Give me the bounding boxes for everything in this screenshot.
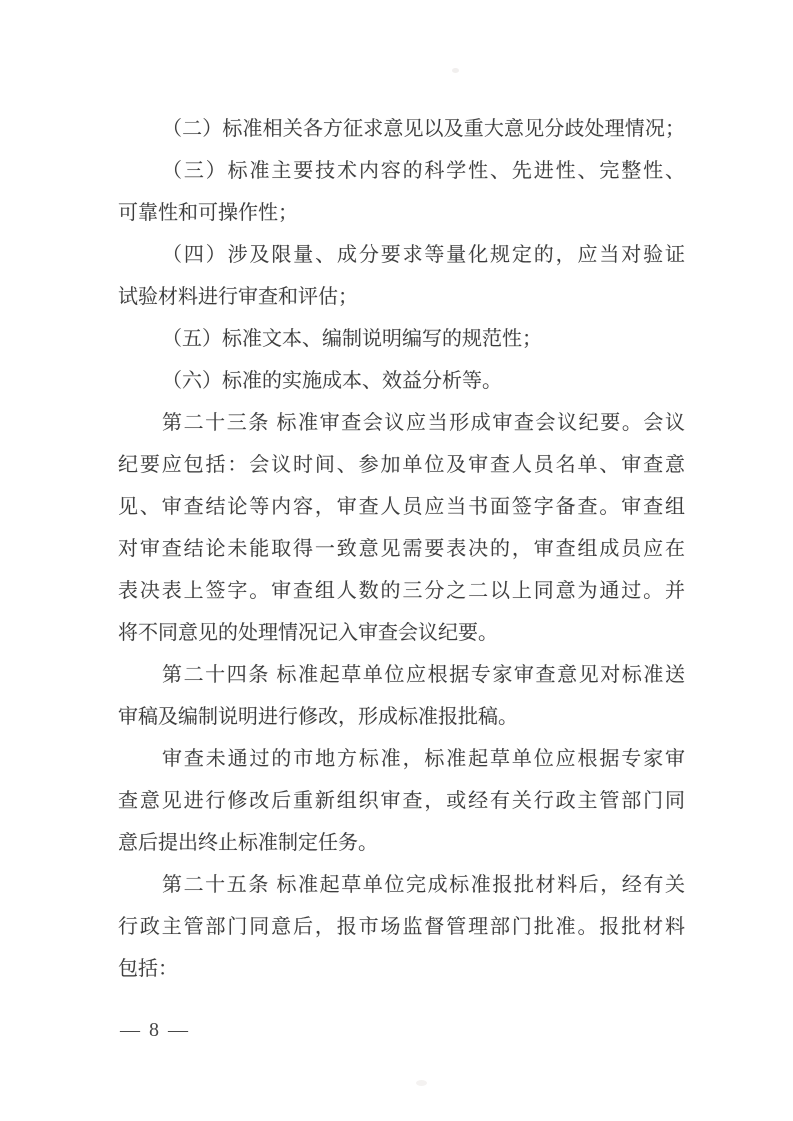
text-line: 审稿及编制说明进行修改，形成标准报批稿。 <box>118 706 518 728</box>
text-line: 第二十三条 标准审查会议应当形成审查会议纪要。会议 <box>162 412 685 434</box>
text-line: 第二十四条 标准起草单位应根据专家审查意见对标准送 <box>162 664 685 686</box>
text-line: 行政主管部门同意后，报市场监督管理部门批准。报批材料 <box>118 916 685 938</box>
text-line: 查意见进行修改后重新组织审查，或经有关行政主管部门同 <box>118 790 685 812</box>
text-line: （二）标准相关各方征求意见以及重大意见分歧处理情况； <box>162 118 685 140</box>
text-line: 意后提出终止标准制定任务。 <box>118 832 378 854</box>
scan-artifact <box>452 68 459 73</box>
text-line: （三）标准主要技术内容的科学性、先进性、完整性、 <box>162 160 685 182</box>
scan-artifact <box>416 1080 427 1086</box>
text-line: 试验材料进行审查和评估； <box>118 286 358 308</box>
text-line: 见、审查结论等内容，审查人员应当书面签字备查。审查组 <box>118 496 685 518</box>
text-line: 审查未通过的市地方标准，标准起草单位应根据专家审 <box>162 748 685 770</box>
document-body <box>118 108 685 990</box>
text-line: 第二十五条 标准起草单位完成标准报批材料后，经有关 <box>162 874 685 896</box>
text-line: 将不同意见的处理情况记入审查会议纪要。 <box>118 622 498 644</box>
text-line: 表决表上签字。审查组人数的三分之二以上同意为通过。并 <box>118 580 685 602</box>
page-number: — 8 — <box>120 1019 190 1041</box>
text-line: （四）涉及限量、成分要求等量化规定的，应当对验证 <box>162 244 685 266</box>
text-line: 对审查结论未能取得一致意见需要表决的，审查组成员应在 <box>118 538 685 560</box>
text-line: （五）标准文本、编制说明编写的规范性； <box>162 328 542 350</box>
text-line: 包括： <box>118 958 178 980</box>
text-line: （六）标准的实施成本、效益分析等。 <box>162 370 502 392</box>
text-line: 可靠性和可操作性； <box>118 202 298 224</box>
text-line: 纪要应包括：会议时间、参加单位及审查人员名单、审查意 <box>118 454 685 476</box>
